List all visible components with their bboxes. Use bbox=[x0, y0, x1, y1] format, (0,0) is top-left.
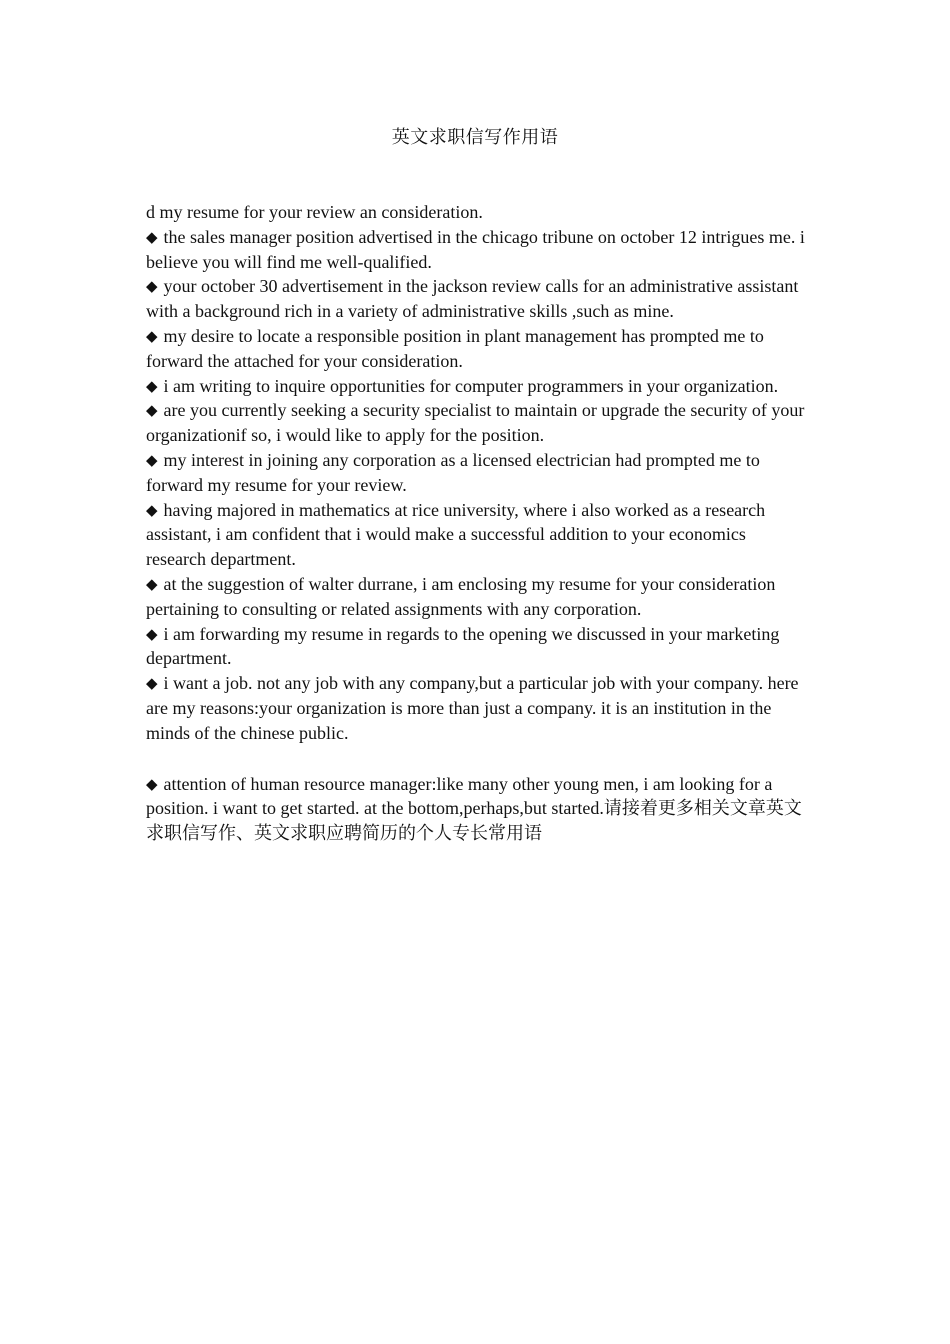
diamond-bullet-icon: ◆ bbox=[146, 277, 158, 296]
list-item-text: the sales manager position advertised in the chicago tribune on october 12 intrigues me. i believe you will find me well-qualified. bbox=[146, 226, 805, 272]
diamond-bullet-icon: ◆ bbox=[146, 624, 158, 643]
list-item bbox=[146, 324, 808, 374]
final-list-item bbox=[146, 772, 808, 846]
list-item-text: at the suggestion of walter durrane, i am enclosing my resume for your consideration pertaining to consulting or related assignments with any corporation. bbox=[146, 573, 776, 619]
list-item bbox=[146, 498, 808, 572]
list-item bbox=[146, 448, 808, 498]
list-item-text: i am writing to inquire opportunities for computer programmers in your organization. bbox=[163, 375, 779, 396]
list-item-text: my desire to locate a responsible position in plant management has prompted me to forward the attached for your consideration. bbox=[146, 325, 764, 371]
list-item-text: having majored in mathematics at rice university, where i also worked as a research assistant, i am confident that i would make a successful addition to your economics research department. bbox=[146, 499, 766, 570]
list-item-text: your october 30 advertisement in the jackson review calls for an administrative assistant with a background rich in a variety of administrative skills ,such as mine. bbox=[146, 276, 799, 322]
list-item-text: i am forwarding my resume in regards to the opening we discussed in your marketing department. bbox=[146, 623, 780, 669]
diamond-bullet-icon: ◆ bbox=[146, 774, 158, 793]
list-item bbox=[146, 572, 808, 622]
diamond-bullet-icon: ◆ bbox=[146, 401, 158, 420]
list-item bbox=[146, 398, 808, 448]
final-item-text: attention of human resource manager:like many other young men, i am looking for a position. i want to get started. at the bottom,perhaps,but started.请接着更多相关文章英文求职信写作、英文求职应聘简历的个人专长常用语 bbox=[146, 773, 802, 844]
list-item bbox=[146, 374, 808, 399]
diamond-bullet-icon: ◆ bbox=[146, 326, 158, 345]
document-body bbox=[146, 200, 808, 846]
list-item bbox=[146, 225, 808, 275]
list-item-text: my interest in joining any corporation as a licensed electrician had prompted me to forward my resume for your review. bbox=[146, 449, 760, 495]
diamond-bullet-icon: ◆ bbox=[146, 376, 158, 395]
diamond-bullet-icon: ◆ bbox=[146, 500, 158, 519]
list-item-text: i want a job. not any job with any company,but a particular job with your company. here are my reasons:your organization is more than just a company. it is an institution in the minds of the chinese public. bbox=[146, 673, 799, 743]
list-item-text: are you currently seeking a security specialist to maintain or upgrade the security of your organizationif so, i would like to apply for the position. bbox=[146, 400, 805, 446]
list-item bbox=[146, 274, 808, 324]
diamond-bullet-icon: ◆ bbox=[146, 227, 158, 246]
paragraph-gap bbox=[146, 746, 808, 772]
diamond-bullet-icon: ◆ bbox=[146, 450, 158, 469]
list-item bbox=[146, 671, 808, 745]
diamond-bullet-icon: ◆ bbox=[146, 674, 158, 693]
diamond-bullet-icon: ◆ bbox=[146, 574, 158, 593]
list-item bbox=[146, 622, 808, 672]
intro-line: d my resume for your review an consideration. bbox=[146, 202, 483, 222]
document-title: 英文求职信写作用语 bbox=[391, 127, 559, 147]
